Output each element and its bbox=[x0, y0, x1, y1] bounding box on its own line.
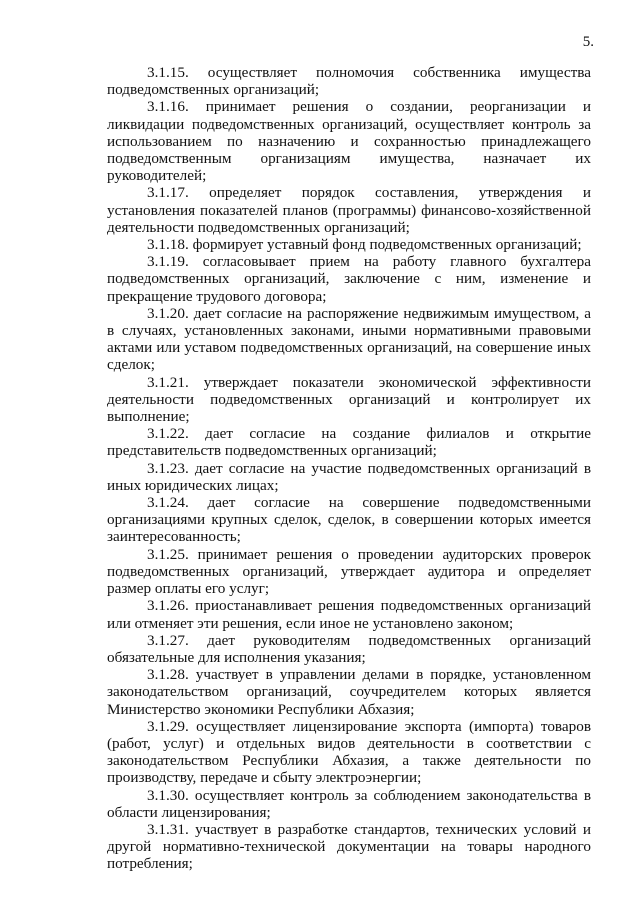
clause-3-1-22: 3.1.22. дает согласие на создание филиалов и открытие представительств подведомственных организаций; bbox=[107, 425, 591, 460]
clause-3-1-31: 3.1.31. участвует в разработке стандартов, технических условий и другой нормативно-технической документации на товары народного потребления; bbox=[107, 820, 591, 873]
clause-3-1-29: 3.1.29. осуществляет лицензирование экспорта (импорта) товаров (работ, услуг) и отдельных видов деятельности в соответствии с законодательством Республики Абхазия, а также деятельности по производству, передаче и сбыту электроэнергии; bbox=[107, 717, 591, 787]
clause-3-1-23: 3.1.23. дает согласие на участие подведомственных организаций в иных юридических лицах; bbox=[107, 459, 591, 494]
clause-3-1-21: 3.1.21. утверждает показатели экономической эффективности деятельности подведомственных организаций и контролирует их выполнение; bbox=[107, 373, 591, 426]
clause-3-1-16: 3.1.16. принимает решения о создании, реорганизации и ликвидации подведомственных организаций, осуществляет контроль за использованием по назначению и сохранностью принадлежащего подведомственным организациям имущества, назначает их руководителей; bbox=[107, 98, 591, 185]
page-number: 5. bbox=[582, 34, 594, 50]
clause-3-1-19: 3.1.19. согласовывает прием на работу главного бухгалтера подведомственных организаций, заключение с ним, изменение и прекращение трудового договора; bbox=[107, 253, 591, 305]
document-body bbox=[107, 64, 591, 873]
clause-3-1-20: 3.1.20. дает согласие на распоряжение недвижимым имуществом, а в случаях, установленных законами, иными нормативными правовыми актами или уставом подведомственных организаций, на совершение иных сделок; bbox=[107, 304, 591, 374]
clause-3-1-30: 3.1.30. осуществляет контроль за соблюдением законодательства в области лицензирования; bbox=[107, 786, 591, 821]
clause-3-1-24: 3.1.24. дает согласие на совершение подведомственными организациями крупных сделок, сделок, в совершении которых имеется заинтересованность; bbox=[107, 494, 591, 546]
clause-3-1-18: 3.1.18. формирует уставный фонд подведомственных организаций; bbox=[147, 236, 582, 254]
clause-3-1-15: 3.1.15. осуществляет полномочия собственника имущества подведомственных организаций; bbox=[107, 64, 591, 99]
clause-3-1-17: 3.1.17. определяет порядок составления, утверждения и установления показателей планов (программы) финансово-хозяйственной деятельности подведомственных организаций; bbox=[107, 184, 591, 236]
clause-3-1-26: 3.1.26. приостанавливает решения подведомственных организаций или отменяет эти решения, если иное не установлено законом; bbox=[107, 597, 591, 632]
clause-3-1-27: 3.1.27. дает руководителям подведомственных организаций обязательные для исполнения указания; bbox=[107, 631, 591, 666]
clause-3-1-25: 3.1.25. принимает решения о проведении аудиторских проверок подведомственных организаций, утверждает аудитора и определяет размер оплаты его услуг; bbox=[107, 545, 591, 598]
clause-3-1-28: 3.1.28. участвует в управлении делами в порядке, установленном законодательством организаций, соучредителем которых является Министерство экономики Республики Абхазия; bbox=[107, 666, 591, 718]
